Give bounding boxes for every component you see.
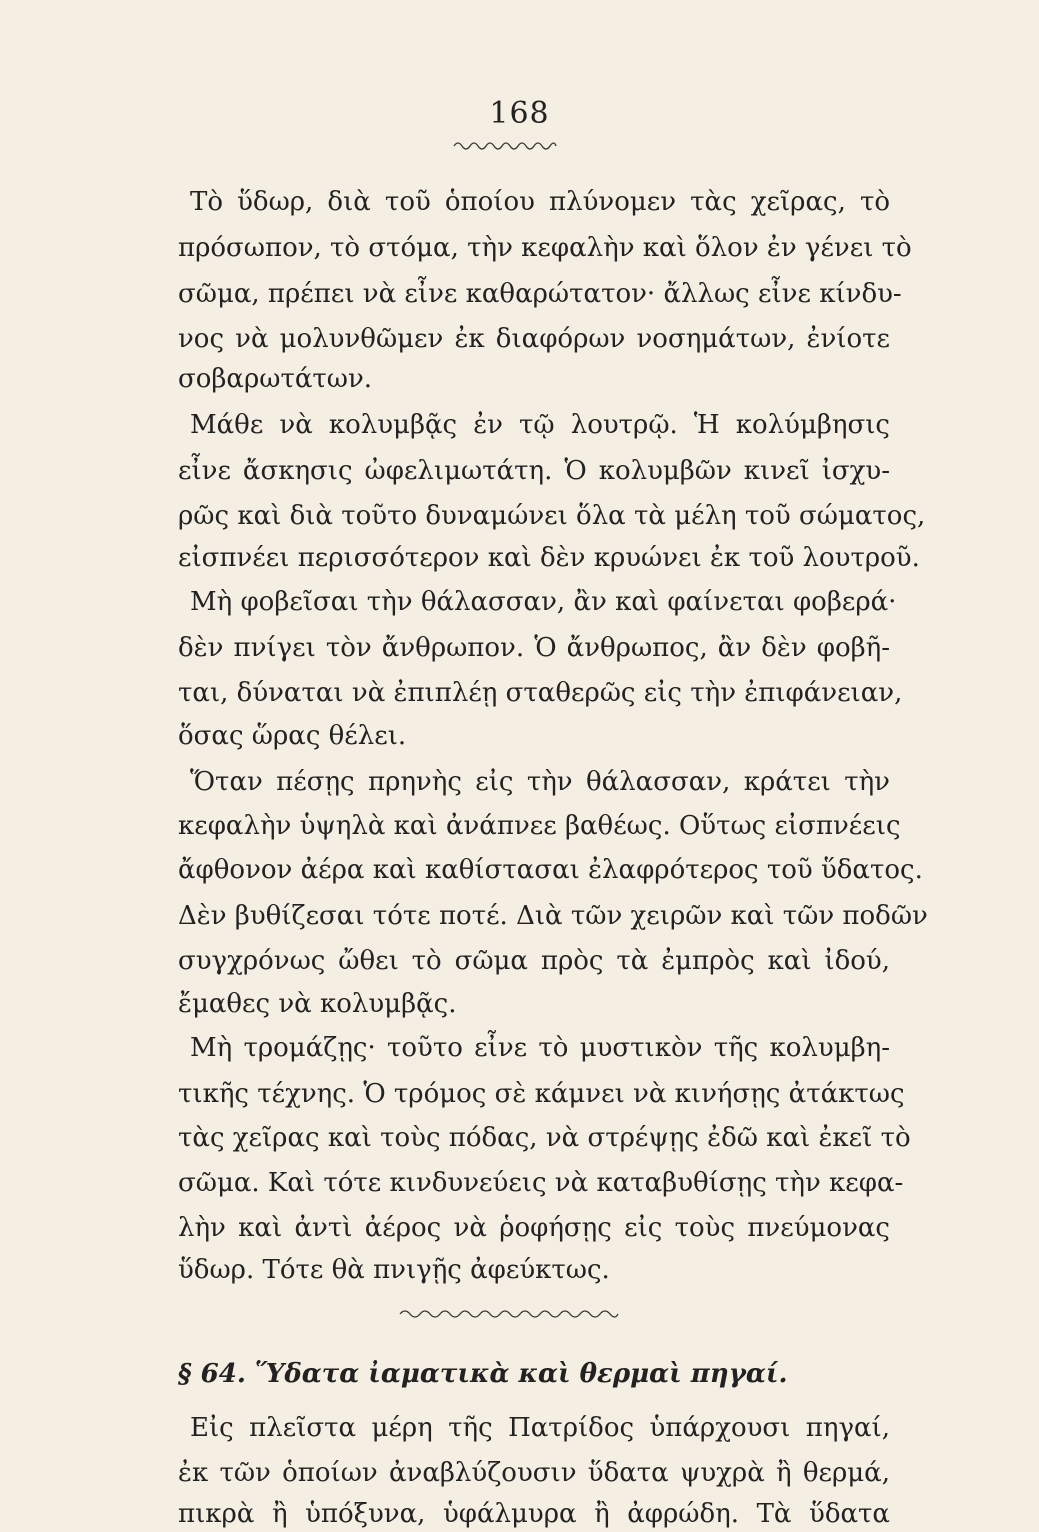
text-line: εἰσπνέει περισσότερον καὶ δὲν κρυώνει ἐκ τοῦ λουτροῦ. (178, 543, 920, 573)
text-line: Ὅταν πέσῃς πρηνὴς εἰς τὴν θάλασσαν, κράτει τὴν (190, 767, 890, 797)
text-line: εἶνε ἄσκησις ὠφελιμωτάτη. Ὁ κολυμβῶν κινεῖ ἰσχυ- (178, 456, 890, 486)
text-line: ρῶς καὶ διὰ τοῦτο δυναμώνει ὅλα τὰ μέλη τοῦ σώματος, (178, 501, 926, 531)
text-line: συγχρόνως ὤθει τὸ σῶμα πρὸς τὰ ἐμπρὸς καὶ ἰδού, (178, 946, 890, 976)
text-line: σῶμα. Καὶ τότε κινδυνεύεις νὰ καταβυθίσῃς τὴν κεφα- (178, 1168, 904, 1198)
text-line: Δὲν βυθίζεσαι τότε ποτέ. Διὰ τῶν χειρῶν καὶ τῶν ποδῶν (178, 901, 928, 931)
section-wavy-rule (398, 1306, 620, 1318)
text-line: σοβαρωτάτων. (178, 364, 373, 394)
text-line: νος νὰ μολυνθῶμεν ἐκ διαφόρων νοσημάτων, ἐνίοτε (178, 324, 890, 354)
text-line: δὲν πνίγει τὸν ἄνθρωπον. Ὁ ἄνθρωπος, ἂν δὲν φοβῆ- (178, 633, 890, 663)
text-line: κεφαλὴν ὑψηλὰ καὶ ἀνάπνεε βαθέως. Οὕτως εἰσπνέεις (178, 811, 901, 841)
text-line: Μάθε νὰ κολυμβᾷς ἐν τῷ λουτρῷ. Ἡ κολύμβησις (190, 410, 890, 440)
text-line: ἔμαθες νὰ κολυμβᾷς. (178, 989, 457, 1019)
text-line: Μὴ φοβεῖσαι τὴν θάλασσαν, ἂν καὶ φαίνεται φοβερά· (190, 587, 897, 617)
text-line: ὕδωρ. Τότε θὰ πνιγῇς ἀφεύκτως. (178, 1255, 610, 1285)
text-line: σῶμα, πρέπει νὰ εἶνε καθαρώτατον· ἄλλως εἶνε κίνδυ- (178, 279, 902, 309)
text-line: Μὴ τρομάζῃς· τοῦτο εἶνε τὸ μυστικὸν τῆς κολυμβη- (190, 1033, 890, 1063)
text-line: ἄφθονον ἀέρα καὶ καθίστασαι ἐλαφρότερος τοῦ ὕδατος. (178, 855, 923, 885)
text-line: Εἰς πλεῖστα μέρη τῆς Πατρίδος ὑπάρχουσι πηγαί, (190, 1413, 890, 1443)
text-line: ἐκ τῶν ὁποίων ἀναβλύζουσιν ὕδατα ψυχρὰ ἢ θερμά, (178, 1458, 890, 1488)
text-line: ὅσας ὥρας θέλει. (178, 721, 407, 751)
text-line: ται, δύναται νὰ ἐπιπλέῃ σταθερῶς εἰς τὴν ἐπιφάνειαν, (178, 678, 903, 708)
section-heading: § 64. Ὕδατα ἰαματικὰ καὶ θερμαὶ πηγαί. (178, 1359, 788, 1389)
text-line: τὰς χεῖρας καὶ τοὺς πόδας, νὰ στρέψῃς ἐδῶ καὶ ἐκεῖ τὸ (178, 1123, 911, 1153)
text-line: πικρὰ ἢ ὑπόξυνα, ὑφάλμυρα ἢ ἀφρώδη. Τὰ ὕδατα (178, 1499, 890, 1529)
page-number: 168 (489, 96, 550, 131)
text-line: τικῆς τέχνης. Ὁ τρόμος σὲ κάμνει νὰ κινήσῃς ἀτάκτως (178, 1079, 905, 1109)
text-line: Τὸ ὕδωρ, διὰ τοῦ ὁποίου πλύνομεν τὰς χεῖρας, τὸ (190, 187, 890, 217)
top-wavy-rule (452, 138, 558, 150)
text-line: πρόσωπον, τὸ στόμα, τὴν κεφαλὴν καὶ ὅλον ἐν γένει τὸ (178, 233, 912, 263)
text-line: λὴν καὶ ἀντὶ ἀέρος νὰ ῥοφήσῃς εἰς τοὺς πνεύμονας (178, 1213, 890, 1243)
